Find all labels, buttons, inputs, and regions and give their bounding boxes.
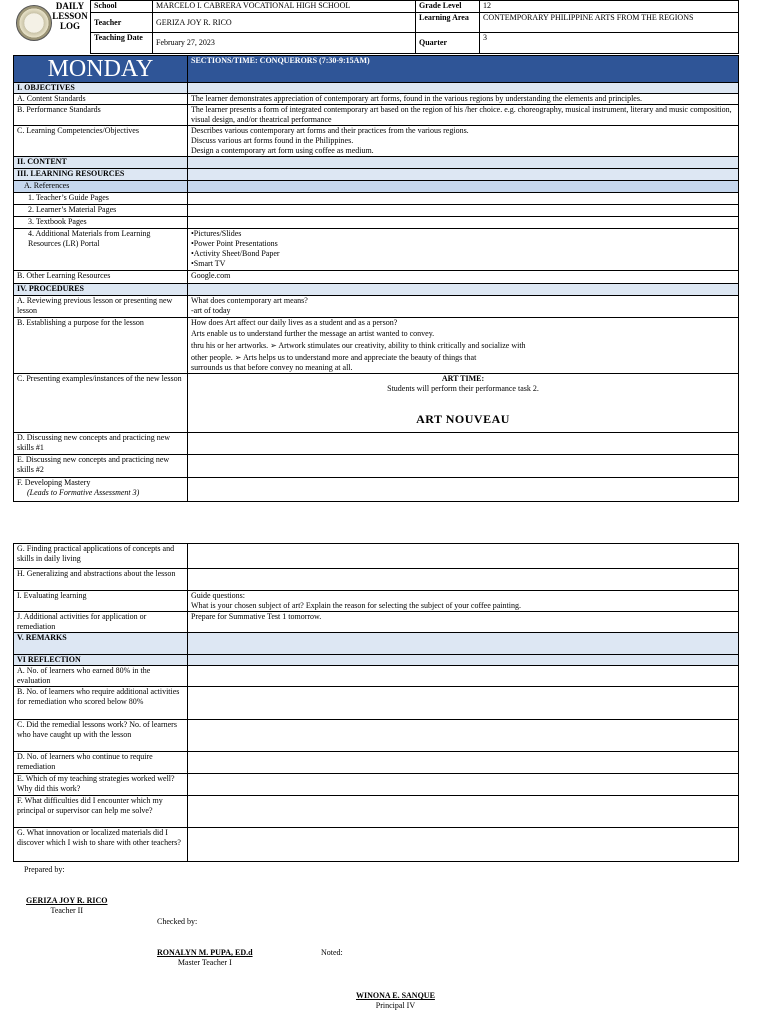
competency-line: Discuss various art forms found in the Philippines. xyxy=(191,136,354,145)
procedure-i-label: I. Evaluating learning xyxy=(14,591,188,612)
content-standards-value: The learner demonstrates appreciation of contemporary art forms, found in the various regions by understanding the elements and principles. xyxy=(188,94,739,105)
grade-value: 12 xyxy=(480,1,739,13)
objectives-heading: I. OBJECTIVES xyxy=(14,83,188,94)
material-item: •Power Point Presentations xyxy=(191,239,278,248)
prepared-by-label: Prepared by: xyxy=(24,865,65,874)
reflection-item: F. What difficulties did I encounter which my principal or supervisor can help me solve? xyxy=(14,796,188,828)
school-label: School xyxy=(91,1,153,13)
noter-block xyxy=(356,991,435,1011)
lesson-table-page2 xyxy=(13,543,739,862)
checker-block xyxy=(157,948,253,968)
preparer-name: GERIZA JOY R. RICO xyxy=(26,896,108,905)
procedure-d-label: D. Discussing new concepts and practicing new skills #1 xyxy=(14,433,188,455)
text-line: other people. ➢ Arts helps us to understand more and appreciate the beauty of things that xyxy=(191,353,477,362)
reflection-item: A. No. of learners who earned 80% in the evaluation xyxy=(14,666,188,687)
procedure-f xyxy=(14,478,188,502)
procedure-g-label: G. Finding practical applications of concepts and skills in daily living xyxy=(14,544,188,569)
text-line: What is your chosen subject of art? Explain the reason for selecting the subject of your coffee painting. xyxy=(191,601,521,610)
competencies-label: C. Learning Competencies/Objectives xyxy=(14,126,188,157)
reflection-item: C. Did the remedial lessons work? No. of learners who have caught up with the lesson xyxy=(14,720,188,752)
checked-by-label: Checked by: xyxy=(157,917,198,926)
remarks-heading: V. REMARKS xyxy=(14,633,188,655)
material-item: •Activity Sheet/Bond Paper xyxy=(191,249,280,258)
competency-line: Describes various contemporary art forms and their practices from the various regions. xyxy=(191,126,469,135)
procedure-b-label: B. Establishing a purpose for the lesson xyxy=(14,318,188,374)
lesson-table-page1 xyxy=(13,55,739,502)
text-line: -art of today xyxy=(191,306,231,315)
learning-area-label: Learning Area xyxy=(416,13,480,33)
grade-label: Grade Level xyxy=(416,1,480,13)
resource-item: 2. Learner’s Material Pages xyxy=(14,205,188,217)
additional-materials xyxy=(188,229,739,271)
reflection-item: B. No. of learners who require additional activities for remediation who scored below 80% xyxy=(14,687,188,720)
procedure-c-value xyxy=(188,374,739,433)
header-table xyxy=(90,0,739,54)
teacher-label: Teacher xyxy=(91,13,153,33)
noter-name: WINONA E. SANQUE xyxy=(356,991,435,1000)
quarter-label: Quarter xyxy=(416,33,480,54)
art-time-label: ART TIME: xyxy=(441,374,485,383)
reflection-item: D. No. of learners who continue to require remediation xyxy=(14,752,188,774)
day-heading: MONDAY xyxy=(14,56,188,83)
sections-time: SECTIONS/TIME: CONQUERORS (7:30-9:15AM) xyxy=(188,56,739,83)
other-resources-label: B. Other Learning Resources xyxy=(14,271,188,284)
reflection-item: E. Which of my teaching strategies worked well? Why did this work? xyxy=(14,774,188,796)
material-item: •Smart TV xyxy=(191,259,226,268)
content-standards-label: A. Content Standards xyxy=(14,94,188,105)
procedure-i-value xyxy=(188,591,739,612)
performance-standards-value: The learner presents a form of integrated contemporary art based on the region of his /her choice. e.g. choreography, musical instrument, literary and music composition, visual design, and/or theatrical performance xyxy=(188,105,739,126)
text-line: What does contemporary art means? xyxy=(191,296,308,305)
procedure-c-label: C. Presenting examples/instances of the new lesson xyxy=(14,374,188,433)
dll-title: DAILY LESSON LOG xyxy=(52,1,88,31)
content-heading: II. CONTENT xyxy=(14,157,188,169)
text-line: thru his or her artworks. ➢ Artwork stimulates our creativity, ability to think critically and socialize with xyxy=(191,341,526,350)
teaching-date-value: February 27, 2023 xyxy=(153,33,416,54)
teaching-date-label: Teaching Date xyxy=(91,33,153,54)
procedure-b-value xyxy=(188,318,739,374)
procedure-j-value: Prepare for Summative Test 1 tomorrow. xyxy=(188,612,739,633)
procedures-heading: IV. PROCEDURES xyxy=(14,284,188,296)
text-line: How does Art affect our daily lives as a student and as a person? xyxy=(191,318,398,327)
performance-standards-label: B. Performance Standards xyxy=(14,105,188,126)
text-line: surrounds us that before convey no meaning at all. xyxy=(191,363,353,372)
learning-resources-heading: III. LEARNING RESOURCES xyxy=(14,169,188,181)
text-line: Guide questions: xyxy=(191,591,245,600)
reflection-heading: VI REFLECTION xyxy=(14,655,188,666)
procedure-f-label: F. Developing Mastery xyxy=(17,478,91,487)
resource-item: 4. Additional Materials from Learning Resources (LR) Portal xyxy=(14,229,188,271)
procedure-j-label: J. Additional activities for application or remediation xyxy=(14,612,188,633)
competencies-value xyxy=(188,126,739,157)
material-item: •Pictures/Slides xyxy=(191,229,242,238)
preparer-block xyxy=(26,896,108,916)
preparer-title: Teacher II xyxy=(50,906,84,915)
references-label: A. References xyxy=(14,181,188,193)
quarter-value: 3 xyxy=(480,33,739,54)
text-line: Arts enable us to understand further the message an artist wanted to convey. xyxy=(191,329,435,338)
learning-area-value: CONTEMPORARY PHILIPPINE ARTS FROM THE REGIONS xyxy=(480,13,739,33)
checker-name: RONALYN M. PUPA, ED.d xyxy=(157,948,253,957)
procedure-e-label: E. Discussing new concepts and practicing new skills #2 xyxy=(14,455,188,478)
competency-line: Design a contemporary art form using coffee as medium. xyxy=(191,146,374,155)
noter-title: Principal IV xyxy=(375,1001,416,1010)
teacher-value: GERIZA JOY R. RICO xyxy=(153,13,416,33)
noted-label: Noted: xyxy=(321,948,343,957)
deped-seal-logo xyxy=(16,5,52,41)
procedure-h-label: H. Generalizing and abstractions about the lesson xyxy=(14,569,188,591)
resource-item: 1. Teacher’s Guide Pages xyxy=(14,193,188,205)
reflection-item: G. What innovation or localized materials did I discover which I wish to share with other teachers? xyxy=(14,828,188,862)
other-resources-value: Google.com xyxy=(188,271,739,284)
school-value: MARCELO I. CABRERA VOCATIONAL HIGH SCHOOL xyxy=(153,1,416,13)
resource-item: 3. Textbook Pages xyxy=(14,217,188,229)
checker-title: Master Teacher I xyxy=(177,958,232,967)
art-topic: ART NOUVEAU xyxy=(416,412,510,426)
procedure-a-label: A. Reviewing previous lesson or presenting new lesson xyxy=(14,296,188,318)
procedure-f-sub: (Leads to Formative Assessment 3) xyxy=(27,488,140,497)
procedure-a-value xyxy=(188,296,739,318)
art-time-task: Students will perform their performance task 2. xyxy=(387,384,539,393)
